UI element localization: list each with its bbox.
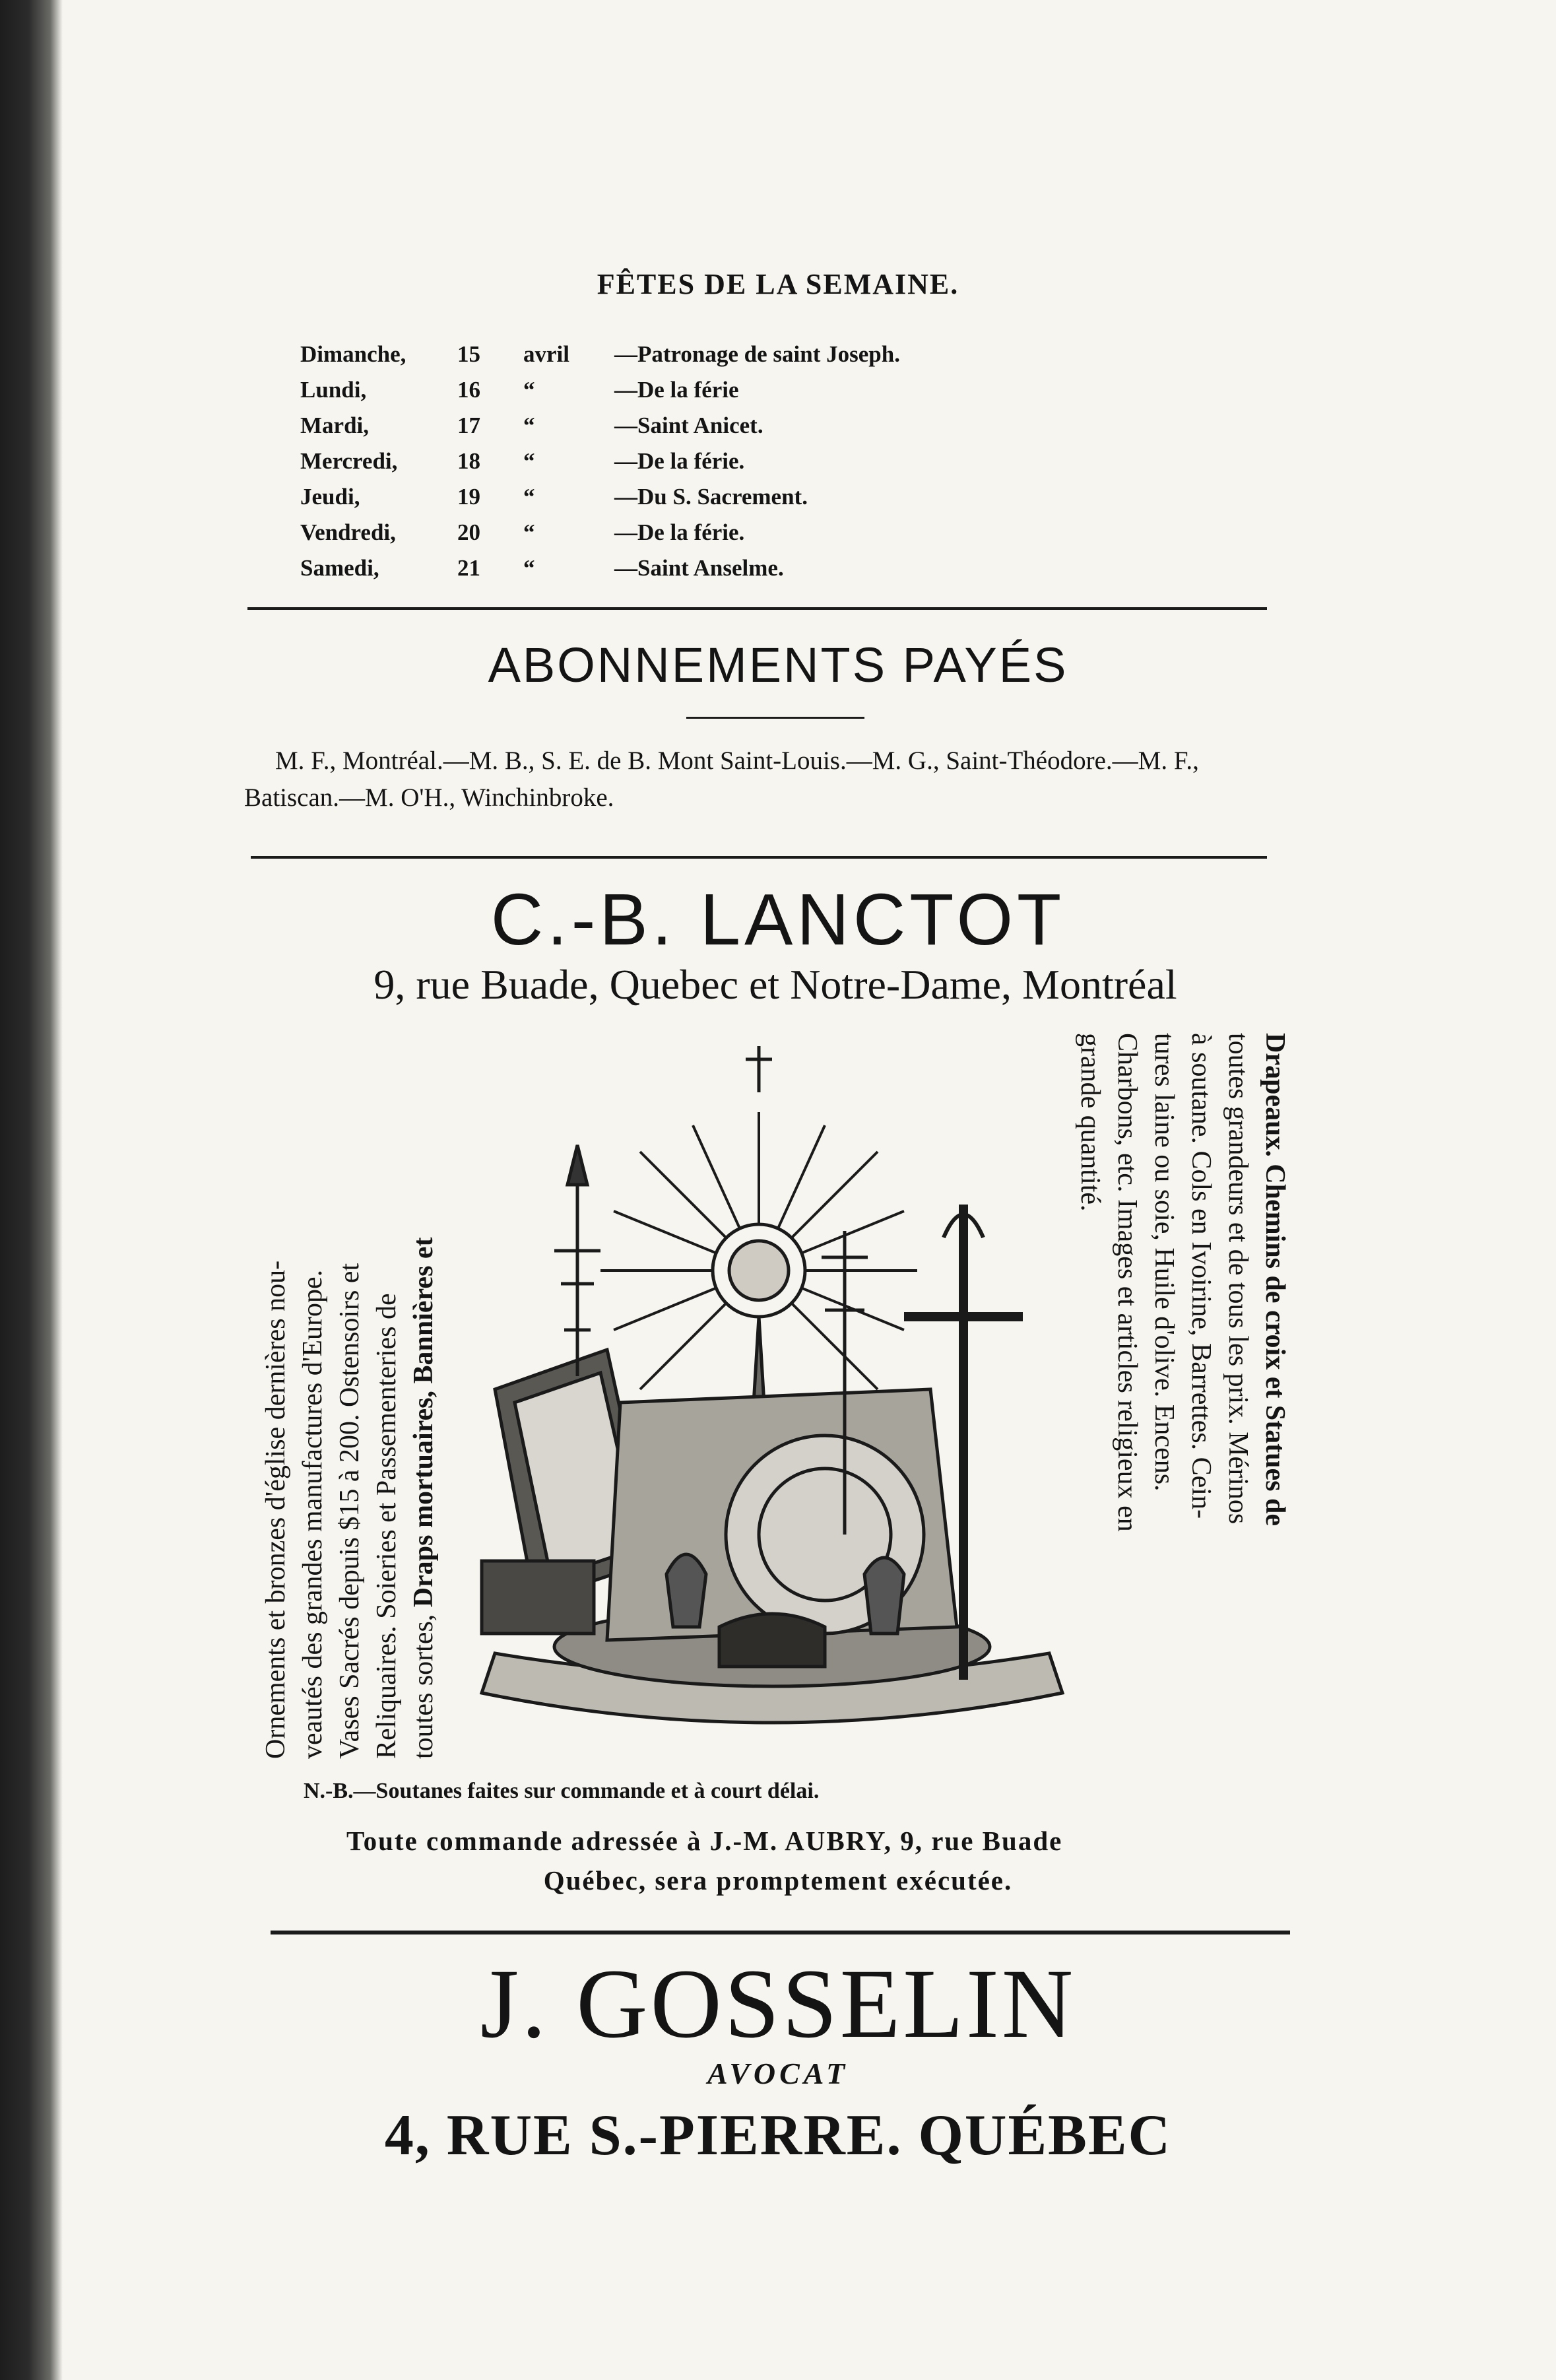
divider-rule [271, 1931, 1290, 1934]
right-line: tures laine ou soie, Huile d'olive. Encens. [1149, 1033, 1179, 1492]
fete-feast: —De la férie. [614, 519, 745, 545]
lanctot-address: 9, rue Buade, Quebec et Notre-Dame, Montréal [373, 961, 1177, 1008]
left-line: veautés des grandes manufactures d'Europe. [298, 1269, 328, 1759]
fete-feast: —De la férie [614, 377, 739, 403]
fete-month: “ [523, 377, 535, 403]
lanctot-left-column [257, 1040, 439, 1759]
left-line: Ornements et bronzes d'église dernières nou- [261, 1260, 291, 1759]
fetes-title: FÊTES DE LA SEMAINE. [597, 268, 959, 300]
fete-row [300, 372, 900, 408]
fete-row [300, 337, 900, 372]
fete-row [300, 479, 900, 515]
fete-day: Dimanche, [300, 341, 406, 367]
abonnements-title: ABONNEMENTS PAYÉS [488, 638, 1068, 692]
fete-day: Vendredi, [300, 519, 396, 545]
fete-month: “ [523, 555, 535, 581]
left-line: Vases Sacrés depuis $15 à 200. Ostensoirs et [335, 1263, 365, 1759]
fete-date: 16 [457, 377, 480, 403]
abonnements-underline [686, 717, 864, 719]
divider-rule [251, 856, 1267, 859]
gosselin-address: 4, RUE S.-PIERRE. QUÉBEC [384, 2103, 1172, 2167]
fete-date: 20 [457, 519, 480, 545]
right-line: Charbons, etc. Images et articles religieux en [1112, 1033, 1142, 1532]
fete-month: “ [523, 519, 535, 545]
fete-date: 15 [457, 341, 480, 367]
order-line-1: Toute commande adressée à J.-M. AUBRY, 9, rue Buade [346, 1826, 1063, 1856]
fete-row [300, 444, 900, 479]
fete-date: 21 [457, 555, 480, 581]
fete-feast: —Du S. Sacrement. [614, 484, 808, 510]
fete-row [300, 515, 900, 550]
gosselin-title: AVOCAT [707, 2057, 849, 2090]
fete-day: Mardi, [300, 413, 370, 438]
left-last-prefix: toutes sortes, [408, 1607, 439, 1759]
fete-feast: —Patronage de saint Joseph. [614, 341, 900, 367]
gosselin-name: J. GOSSELIN [480, 1949, 1076, 2059]
fete-day: Mercredi, [300, 448, 398, 474]
fete-day: Lundi, [300, 377, 367, 403]
lanctot-name: C.-B. LANCTOT [490, 879, 1066, 960]
fete-date: 19 [457, 484, 480, 510]
nb-note: N.-B.—Soutanes faites sur commande et à court délai. [304, 1779, 820, 1803]
fete-month: “ [523, 448, 535, 474]
right-line: toutes grandeurs et de tous les prix. Mérinos [1223, 1033, 1253, 1525]
fete-day: Jeudi, [300, 484, 360, 510]
fete-feast: —Saint Anselme. [614, 555, 784, 581]
left-line-last [405, 1040, 442, 1759]
lanctot-right-column [1059, 1033, 1293, 1752]
abonnements-text: M. F., Montréal.—M. B., S. E. de B. Mont Saint-Louis.—M. G., Saint-Théodore.—M. F., Batiscan.—M. O'H., Winchinbroke. [244, 746, 1199, 812]
right-lead: Drapeaux. Chemins de croix et Statues de [1260, 1033, 1290, 1527]
fete-month: “ [523, 413, 535, 438]
fete-month: avril [523, 341, 569, 367]
fete-row [300, 408, 900, 444]
fete-month: “ [523, 484, 535, 510]
fete-date: 17 [457, 413, 480, 438]
right-line: grande quantité. [1075, 1033, 1105, 1212]
left-line: Reliquaires. Soieries et Passementeries de [372, 1293, 402, 1759]
fete-row [300, 550, 900, 586]
fete-date: 18 [457, 448, 480, 474]
order-line-2: Québec, sera promptement exécutée. [543, 1865, 1013, 1896]
left-last-bold: Draps mortuaires, Bannières et [408, 1237, 439, 1608]
divider-rule [247, 607, 1267, 610]
fete-feast: —De la férie. [614, 448, 745, 474]
fetes-table [300, 337, 900, 586]
right-line: à soutane. Cols en Ivoirine, Barrettes. Cein- [1186, 1033, 1216, 1519]
fete-day: Samedi, [300, 555, 379, 581]
fete-feast: —Saint Anicet. [614, 413, 763, 438]
church-goods-illustration [455, 1033, 1089, 1759]
